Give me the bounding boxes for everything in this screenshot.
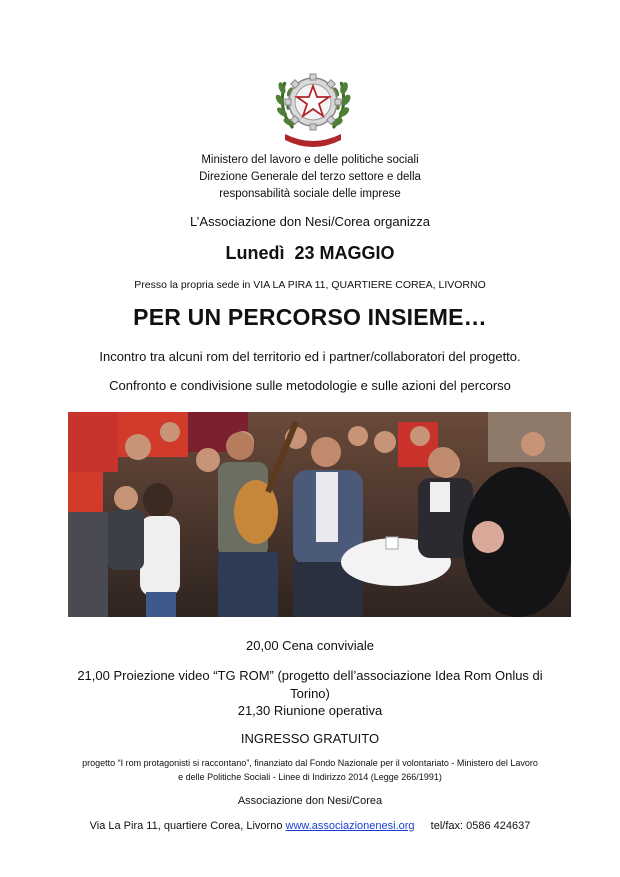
event-description-2: Confronto e condivisione sulle metodologie e sulle azioni del percorso [109,378,511,393]
ministry-block [0,152,620,203]
website-link[interactable]: www.associazionenesi.org [285,820,415,832]
address: Via La Pira 11, quartiere Corea, Livorno [89,820,283,832]
event-date: Lunedì 23 MAGGIO [225,243,395,263]
event-title: PER UN PERCORSO INSIEME… [133,304,487,330]
association-name: Associazione don Nesi/Corea [237,795,383,807]
italian-republic-emblem-icon [271,58,355,150]
schedule-item [0,667,620,703]
ministry-line: Direzione Generale del terzo settore e della [199,171,421,183]
project-note-line: progetto “I rom protagonisti si raccontano”, finanziato dal Fondo Nazionale per il volontariato - Ministero del Lavoro [82,758,538,768]
organizer-line: L’Associazione don Nesi/Corea organizza [190,214,430,229]
schedule-item: 20,00 Cena conviviale [246,638,374,653]
ministry-line: Ministero del lavoro e delle politiche sociali [201,154,419,166]
schedule-item-line: 21,00 Proiezione video “TG ROM” (progetto dell’associazione Idea Rom Onlus di [77,668,543,683]
project-note [0,756,620,784]
phone-number: tel/fax: 0586 424637 [430,820,531,832]
project-note-line: e delle Politiche Sociali - Linee di Indirizzo 2014 (Legge 266/1991) [178,772,442,782]
ministry-line: responsabilità sociale delle imprese [219,188,401,200]
contact-line [0,820,620,832]
group-gathering-photo [68,412,571,617]
schedule-item-line: Torino) [290,686,330,701]
venue-line: Presso la propria sede in VIA LA PIRA 11, QUARTIERE COREA, LIVORNO [134,279,486,291]
event-description: Incontro tra alcuni rom del territorio ed i partner/collaboratori del progetto. [99,349,521,364]
schedule-item: 21,30 Riunione operativa [237,703,383,718]
free-entry-notice: INGRESSO GRATUITO [240,731,380,746]
